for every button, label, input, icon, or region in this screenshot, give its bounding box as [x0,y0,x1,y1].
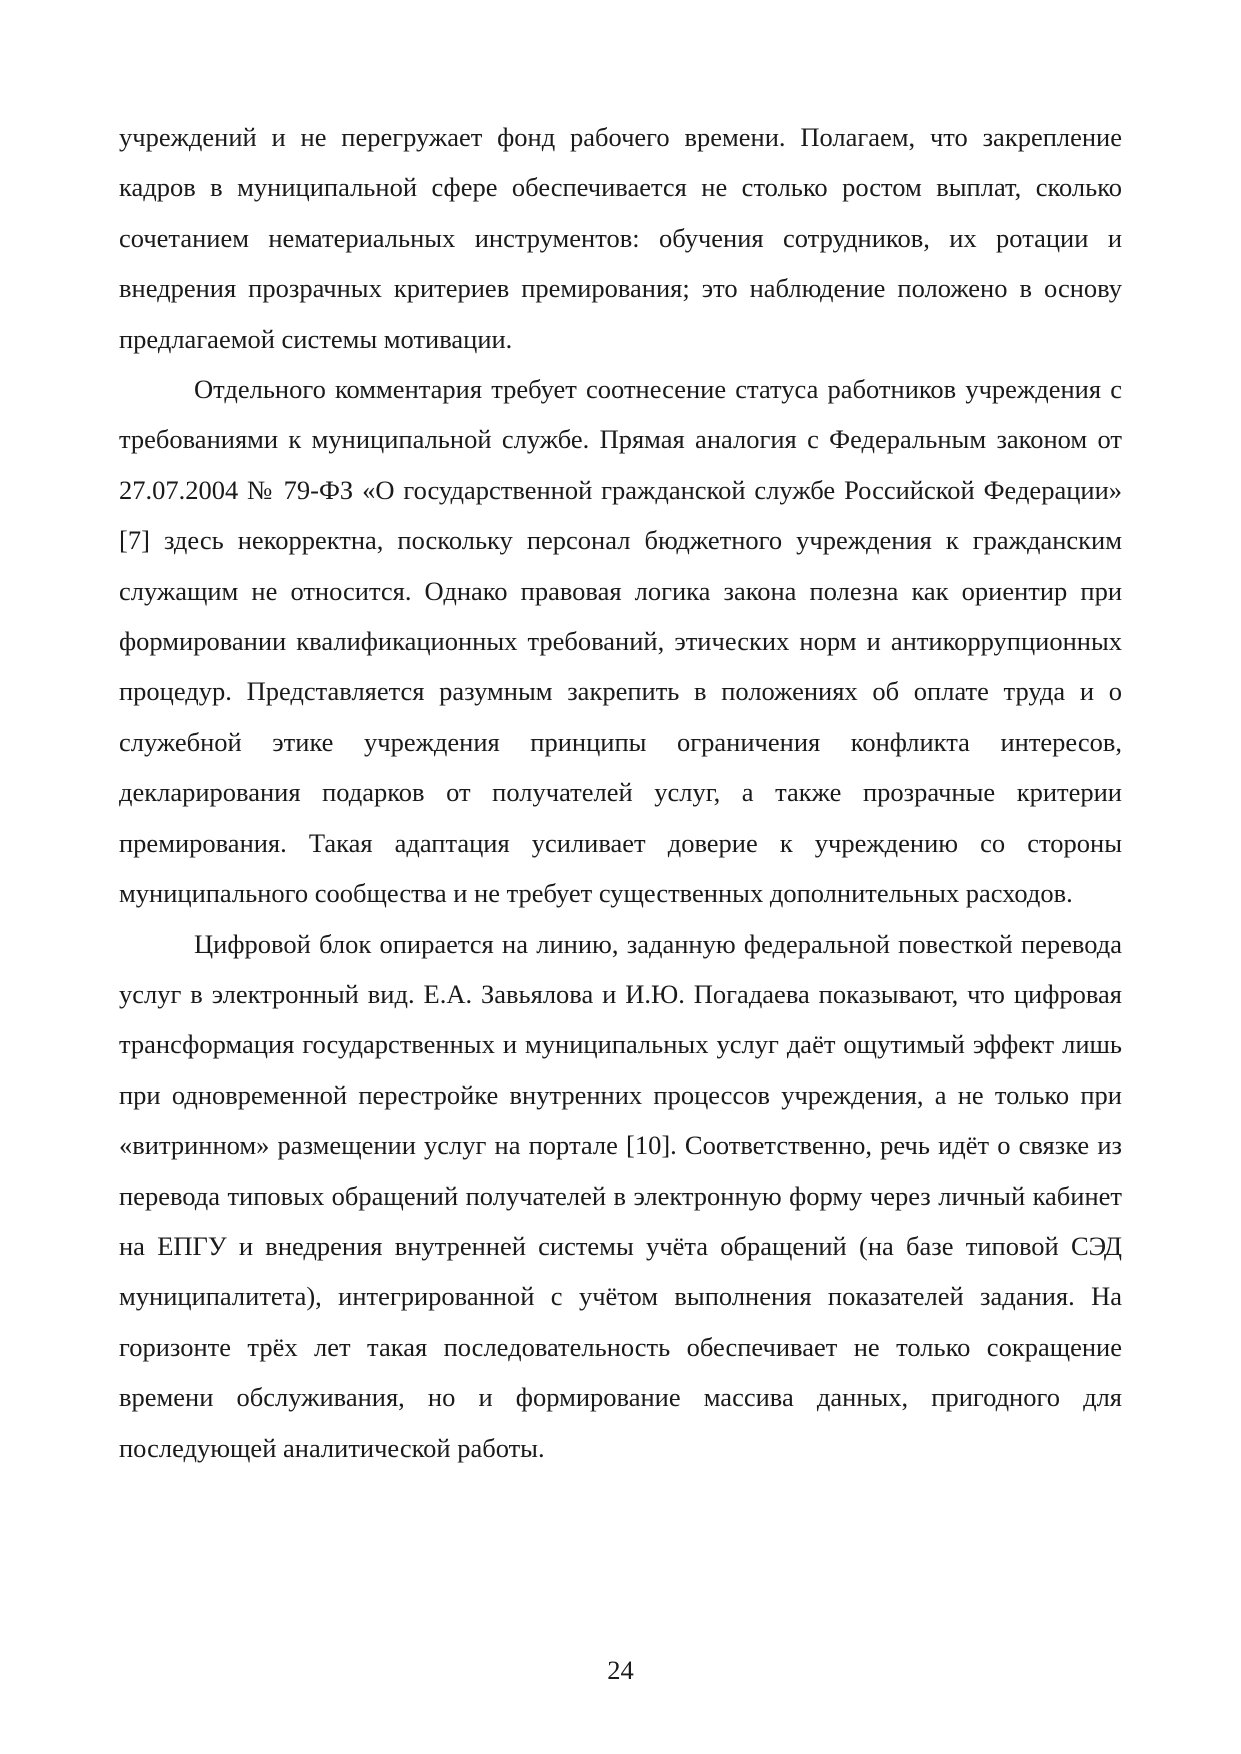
page-number: 24 [607,1655,634,1685]
paragraph-digital-block: Цифровой блок опирается на линию, заданную федеральной повесткой перевода услуг в электронный вид. Е.А. Завьялова и И.Ю. Погадаева показывают, что цифровая трансформация государственных и муниципальных услуг даёт ощутимый эффект лишь при одновременной перестройке внутренних процессов учреждения, а не только при «витринном» размещении услуг на портале [10]. Соответственно, речь идёт о связке из перевода типовых обращений получателей в электронную форму через личный кабинет на ЕПГУ и внедрения внутренней системы учёта обращений (на базе типовой СЭД муниципалитета), интегрированной с учётом выполнения показателей задания. На горизонте трёх лет такая последовательность обеспечивает не только сокращение времени обслуживания, но и формирование массива данных, пригодного для последующей аналитической работы. [119,928,1122,1463]
document-page [119,112,1122,1473]
paragraph-legal-status: Отдельного комментария требует соотнесение статуса работников учреждения с требованиями к муниципальной службе. Прямая аналогия с Федеральным законом от 27.07.2004 № 79-ФЗ «О государственной гражданской службе Российской Федерации» [7] здесь некорректна, поскольку персонал бюджетного учреждения к гражданским служащим не относится. Однако правовая логика закона полезна как ориентир при формировании квалификационных требований, этических норм и антикоррупционных процедур. Представляется разумным закрепить в положениях об оплате труда и о служебной этике учреждения принципы ограничения конфликта интересов, декларирования подарков от получателей услуг, а также прозрачные критерии премирования. Такая адаптация усиливает доверие к учреждению со стороны муниципального сообщества и не требует существенных дополнительных расходов. [119,374,1122,909]
paragraph-continuation: учреждений и не перегружает фонд рабочего времени. Полагаем, что закрепление кадров в муниципальной сфере обеспечивается не столько ростом выплат, сколько сочетанием нематериальных инструментов: обучения сотрудников, их ротации и внедрения прозрачных критериев премирования; это наблюдение положено в основу предлагаемой системы мотивации. [119,122,1122,354]
